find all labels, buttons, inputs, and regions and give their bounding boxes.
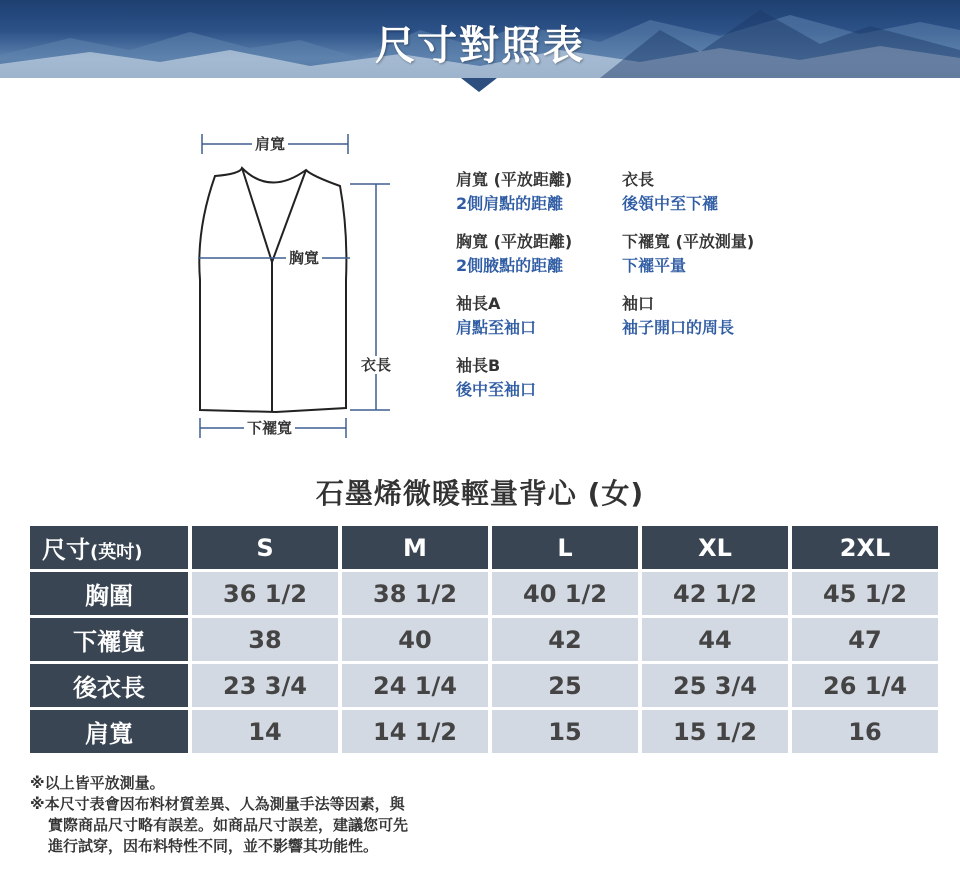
- label-hem: 下襬寬: [244, 419, 295, 437]
- table-cell: 25: [492, 664, 638, 707]
- size-table: [26, 523, 942, 756]
- vest-diagram: [180, 120, 420, 450]
- legend-sleeve-b: [456, 354, 536, 402]
- legend-hem: [622, 230, 754, 278]
- legend-desc: 2側腋點的距離: [456, 256, 564, 275]
- note-line: 進行試穿，因布料特性不同，並不影響其功能性。: [48, 837, 379, 855]
- row-label: 胸圍: [30, 572, 188, 615]
- legend-desc: 後中至袖口: [456, 380, 537, 399]
- table-cell: 45 1/2: [792, 572, 938, 615]
- table-cell: 15 1/2: [642, 710, 788, 753]
- corner-label: 尺寸: [42, 536, 90, 564]
- legend-desc: 袖子開口的周長: [622, 318, 735, 337]
- table-cell: 16: [792, 710, 938, 753]
- note-line: 實際商品尺寸略有誤差。如商品尺寸誤差，建議您可先: [48, 816, 409, 834]
- legend-cuff: [622, 292, 734, 340]
- table-cell: 14: [192, 710, 338, 753]
- table-header-row: [30, 526, 938, 569]
- label-length: 衣長: [358, 356, 394, 374]
- legend-desc: 2側肩點的距離: [456, 194, 564, 213]
- legend-term: 衣長: [622, 170, 655, 189]
- size-header: 2XL: [792, 526, 938, 569]
- notes: [30, 773, 408, 857]
- legend-term: 袖口: [622, 294, 655, 313]
- table-cell: 23 3/4: [192, 664, 338, 707]
- table-cell: 26 1/4: [792, 664, 938, 707]
- legend-sleeve-a: [456, 292, 536, 340]
- table-cell: 14 1/2: [342, 710, 488, 753]
- header-banner: [0, 0, 960, 78]
- size-header: L: [492, 526, 638, 569]
- corner-unit: (英吋): [90, 542, 143, 563]
- table-corner-header: [30, 526, 188, 569]
- table-cell: 40: [342, 618, 488, 661]
- size-header: XL: [642, 526, 788, 569]
- row-label: 下襬寬: [30, 618, 188, 661]
- table-cell: 25 3/4: [642, 664, 788, 707]
- legend-desc: 後領中至下襬: [622, 194, 719, 213]
- legend-desc: 下襬平量: [622, 256, 687, 275]
- table-cell: 38: [192, 618, 338, 661]
- label-shoulder: 肩寬: [252, 135, 288, 153]
- row-label: 後衣長: [30, 664, 188, 707]
- legend-length: [622, 168, 718, 216]
- legend-desc: 肩點至袖口: [456, 318, 537, 337]
- note-line: ※本尺寸表會因布料材質差異、人為測量手法等因素，與: [30, 795, 405, 813]
- legend-term: 袖長A: [456, 294, 501, 313]
- note-line: ※以上皆平放測量。: [30, 774, 165, 792]
- label-chest: 胸寬: [286, 249, 322, 267]
- legend-chest: [456, 230, 572, 278]
- size-header: M: [342, 526, 488, 569]
- table-cell: 15: [492, 710, 638, 753]
- table-row: [30, 618, 938, 661]
- size-header: S: [192, 526, 338, 569]
- product-title: 石墨烯微暖輕量背心 (女): [315, 477, 645, 510]
- table-cell: 36 1/2: [192, 572, 338, 615]
- table-cell: 47: [792, 618, 938, 661]
- legend-term: 袖長B: [456, 356, 501, 375]
- table-cell: 42 1/2: [642, 572, 788, 615]
- legend-term: 肩寬 (平放距離): [456, 170, 573, 189]
- table-cell: 44: [642, 618, 788, 661]
- banner-title: 尺寸對照表: [375, 23, 585, 69]
- table-cell: 24 1/4: [342, 664, 488, 707]
- legend-term: 胸寬 (平放距離): [456, 232, 573, 251]
- table-cell: 42: [492, 618, 638, 661]
- table-row: [30, 710, 938, 753]
- table-row: [30, 664, 938, 707]
- vest-illustration: [180, 120, 420, 450]
- legend-term: 下襬寬 (平放測量): [622, 232, 755, 251]
- banner-notch: [461, 78, 497, 92]
- legend-shoulder: [456, 168, 572, 216]
- table-row: [30, 572, 938, 615]
- row-label: 肩寬: [30, 710, 188, 753]
- table-cell: 40 1/2: [492, 572, 638, 615]
- table-cell: 38 1/2: [342, 572, 488, 615]
